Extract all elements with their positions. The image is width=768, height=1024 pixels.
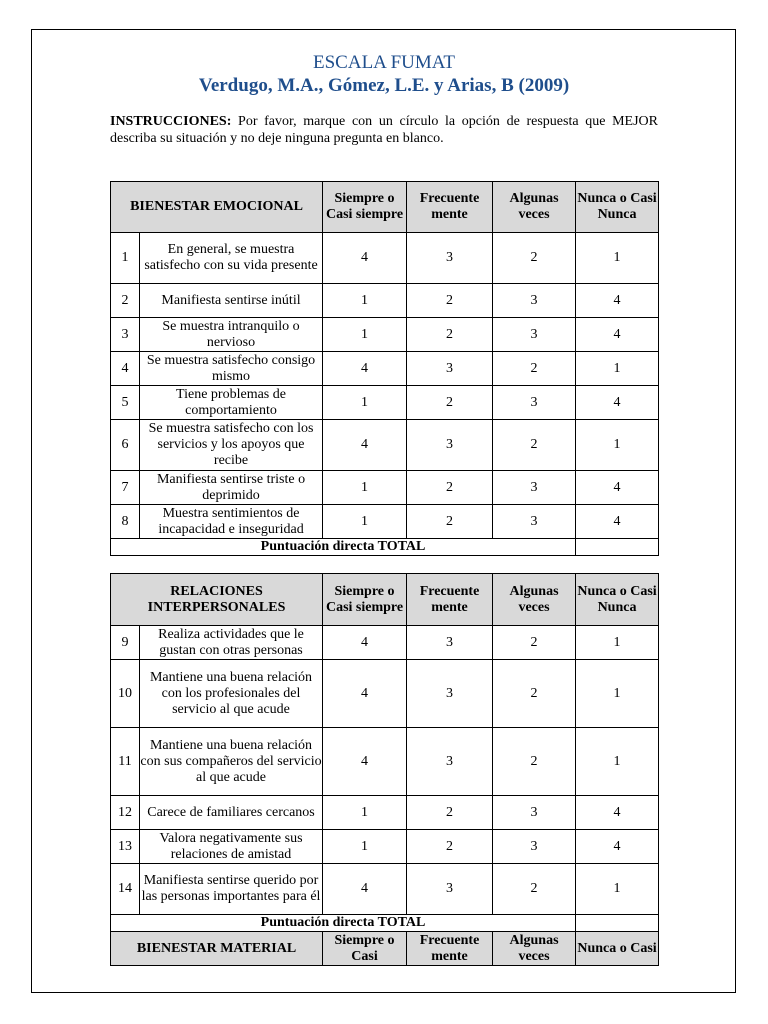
response-option[interactable]: 3 [407,626,493,660]
total-label: Puntuación directa TOTAL [111,915,576,932]
section-title: BIENESTAR EMOCIONAL [111,182,323,233]
response-option[interactable]: 1 [323,505,407,539]
response-option[interactable]: 2 [493,352,576,386]
response-option[interactable]: 3 [493,505,576,539]
response-option[interactable]: 3 [407,420,493,471]
table-bienestar-emocional [110,181,659,556]
response-option[interactable]: 4 [323,728,407,796]
response-option[interactable]: 1 [323,284,407,318]
scale-authors: Verdugo, M.A., Gómez, L.E. y Arias, B (2009) [198,75,570,96]
total-input[interactable] [576,539,659,556]
response-option[interactable]: 3 [493,318,576,352]
table-row [111,284,659,318]
response-option[interactable]: 4 [323,352,407,386]
item-number: 7 [111,471,140,505]
response-option[interactable]: 3 [407,660,493,728]
item-text: Mantiene una buena relación con sus compañeros del servicio al que acude [140,728,323,796]
table-row [111,386,659,420]
instructions [110,113,658,147]
response-option[interactable]: 4 [323,660,407,728]
response-option[interactable]: 1 [576,626,659,660]
col-header-siempre: Siempre o Casi siempre [323,182,407,233]
item-text: Manifiesta sentirse triste o deprimido [140,471,323,505]
item-number: 1 [111,233,140,284]
response-option[interactable]: 3 [407,728,493,796]
response-option[interactable]: 4 [576,318,659,352]
response-option[interactable]: 1 [576,728,659,796]
response-option[interactable]: 1 [323,318,407,352]
response-option[interactable]: 2 [493,728,576,796]
instructions-text: Por favor, marque con un círculo la opción de respuesta que MEJOR describa su situación y no deje ninguna pregunta en blanco. [110,114,659,146]
item-text: Carece de familiares cercanos [140,796,323,830]
instructions-label: INSTRUCCIONES: [110,114,232,129]
table-row [111,471,659,505]
response-option[interactable]: 4 [323,420,407,471]
item-text: Manifiesta sentirse querido por las personas importantes para él [140,864,323,915]
response-option[interactable]: 1 [323,386,407,420]
table-row [111,420,659,471]
response-option[interactable]: 1 [323,796,407,830]
col-header-algunas-veces: Algunas veces [493,182,576,233]
table-row [111,352,659,386]
response-option[interactable]: 3 [407,233,493,284]
col-header-siempre: Siempre o Casi siempre [323,574,407,626]
table-row [111,318,659,352]
item-text: Manifiesta sentirse inútil [140,284,323,318]
response-option[interactable]: 2 [493,660,576,728]
response-option[interactable]: 2 [493,864,576,915]
response-option[interactable]: 1 [576,420,659,471]
item-text: Realiza actividades que le gustan con otras personas [140,626,323,660]
table-row [111,830,659,864]
response-option[interactable]: 3 [493,830,576,864]
item-number: 5 [111,386,140,420]
item-number: 14 [111,864,140,915]
response-option[interactable]: 2 [493,233,576,284]
response-option[interactable]: 1 [576,352,659,386]
col-header-frecuentemente: Frecuente mente [407,932,493,966]
table-row [111,864,659,915]
table-row [111,660,659,728]
col-header-nunca: Nunca o Casi [576,932,659,966]
response-option[interactable]: 4 [576,471,659,505]
response-option[interactable]: 4 [576,386,659,420]
col-header-siempre: Siempre o Casi [323,932,407,966]
response-option[interactable]: 1 [576,660,659,728]
item-number: 3 [111,318,140,352]
item-number: 11 [111,728,140,796]
item-number: 4 [111,352,140,386]
response-option[interactable]: 2 [407,830,493,864]
scale-title: ESCALA FUMAT [313,52,455,73]
response-option[interactable]: 3 [493,796,576,830]
response-option[interactable]: 3 [407,864,493,915]
col-header-frecuentemente: Frecuente mente [407,574,493,626]
response-option[interactable]: 4 [576,830,659,864]
response-option[interactable]: 2 [407,471,493,505]
table-row [111,626,659,660]
response-option[interactable]: 3 [493,471,576,505]
response-option[interactable]: 4 [576,284,659,318]
table-row [111,233,659,284]
col-header-algunas-veces: Algunas veces [493,932,576,966]
response-option[interactable]: 2 [407,796,493,830]
table-row [111,728,659,796]
response-option[interactable]: 2 [493,626,576,660]
item-text: En general, se muestra satisfecho con su vida presente [140,233,323,284]
item-text: Se muestra satisfecho con los servicios y los apoyos que recibe [140,420,323,471]
col-header-nunca: Nunca o Casi Nunca [576,182,659,233]
response-option[interactable]: 4 [323,626,407,660]
response-option[interactable]: 3 [493,284,576,318]
response-option[interactable]: 3 [493,386,576,420]
col-header-algunas-veces: Algunas veces [493,574,576,626]
item-number: 8 [111,505,140,539]
table-row [111,505,659,539]
item-text: Se muestra satisfecho consigo mismo [140,352,323,386]
section-title: RELACIONES INTERPERSONALES [111,574,323,626]
item-number: 13 [111,830,140,864]
table-row [111,796,659,830]
response-option[interactable]: 4 [323,233,407,284]
col-header-frecuentemente: Frecuente mente [407,182,493,233]
response-option[interactable]: 2 [407,284,493,318]
item-text: Tiene problemas de comportamiento [140,386,323,420]
response-option[interactable]: 1 [576,864,659,915]
item-number: 10 [111,660,140,728]
total-input[interactable] [576,915,659,932]
section-title: BIENESTAR MATERIAL [111,932,323,966]
item-text: Mantiene una buena relación con los profesionales del servicio al que acude [140,660,323,728]
item-text: Muestra sentimientos de incapacidad e inseguridad [140,505,323,539]
total-label: Puntuación directa TOTAL [111,539,576,556]
item-text: Valora negativamente sus relaciones de amistad [140,830,323,864]
item-number: 2 [111,284,140,318]
response-option[interactable]: 4 [576,796,659,830]
response-option[interactable]: 2 [493,420,576,471]
item-number: 12 [111,796,140,830]
response-option[interactable]: 4 [576,505,659,539]
item-number: 9 [111,626,140,660]
response-option[interactable]: 2 [407,505,493,539]
response-option[interactable]: 1 [323,471,407,505]
response-option[interactable]: 1 [323,830,407,864]
response-option[interactable]: 3 [407,352,493,386]
col-header-nunca: Nunca o Casi Nunca [576,574,659,626]
response-option[interactable]: 1 [576,233,659,284]
response-option[interactable]: 4 [323,864,407,915]
response-option[interactable]: 2 [407,318,493,352]
table-relaciones-interpersonales [110,573,659,966]
item-number: 6 [111,420,140,471]
response-option[interactable]: 2 [407,386,493,420]
item-text: Se muestra intranquilo o nervioso [140,318,323,352]
